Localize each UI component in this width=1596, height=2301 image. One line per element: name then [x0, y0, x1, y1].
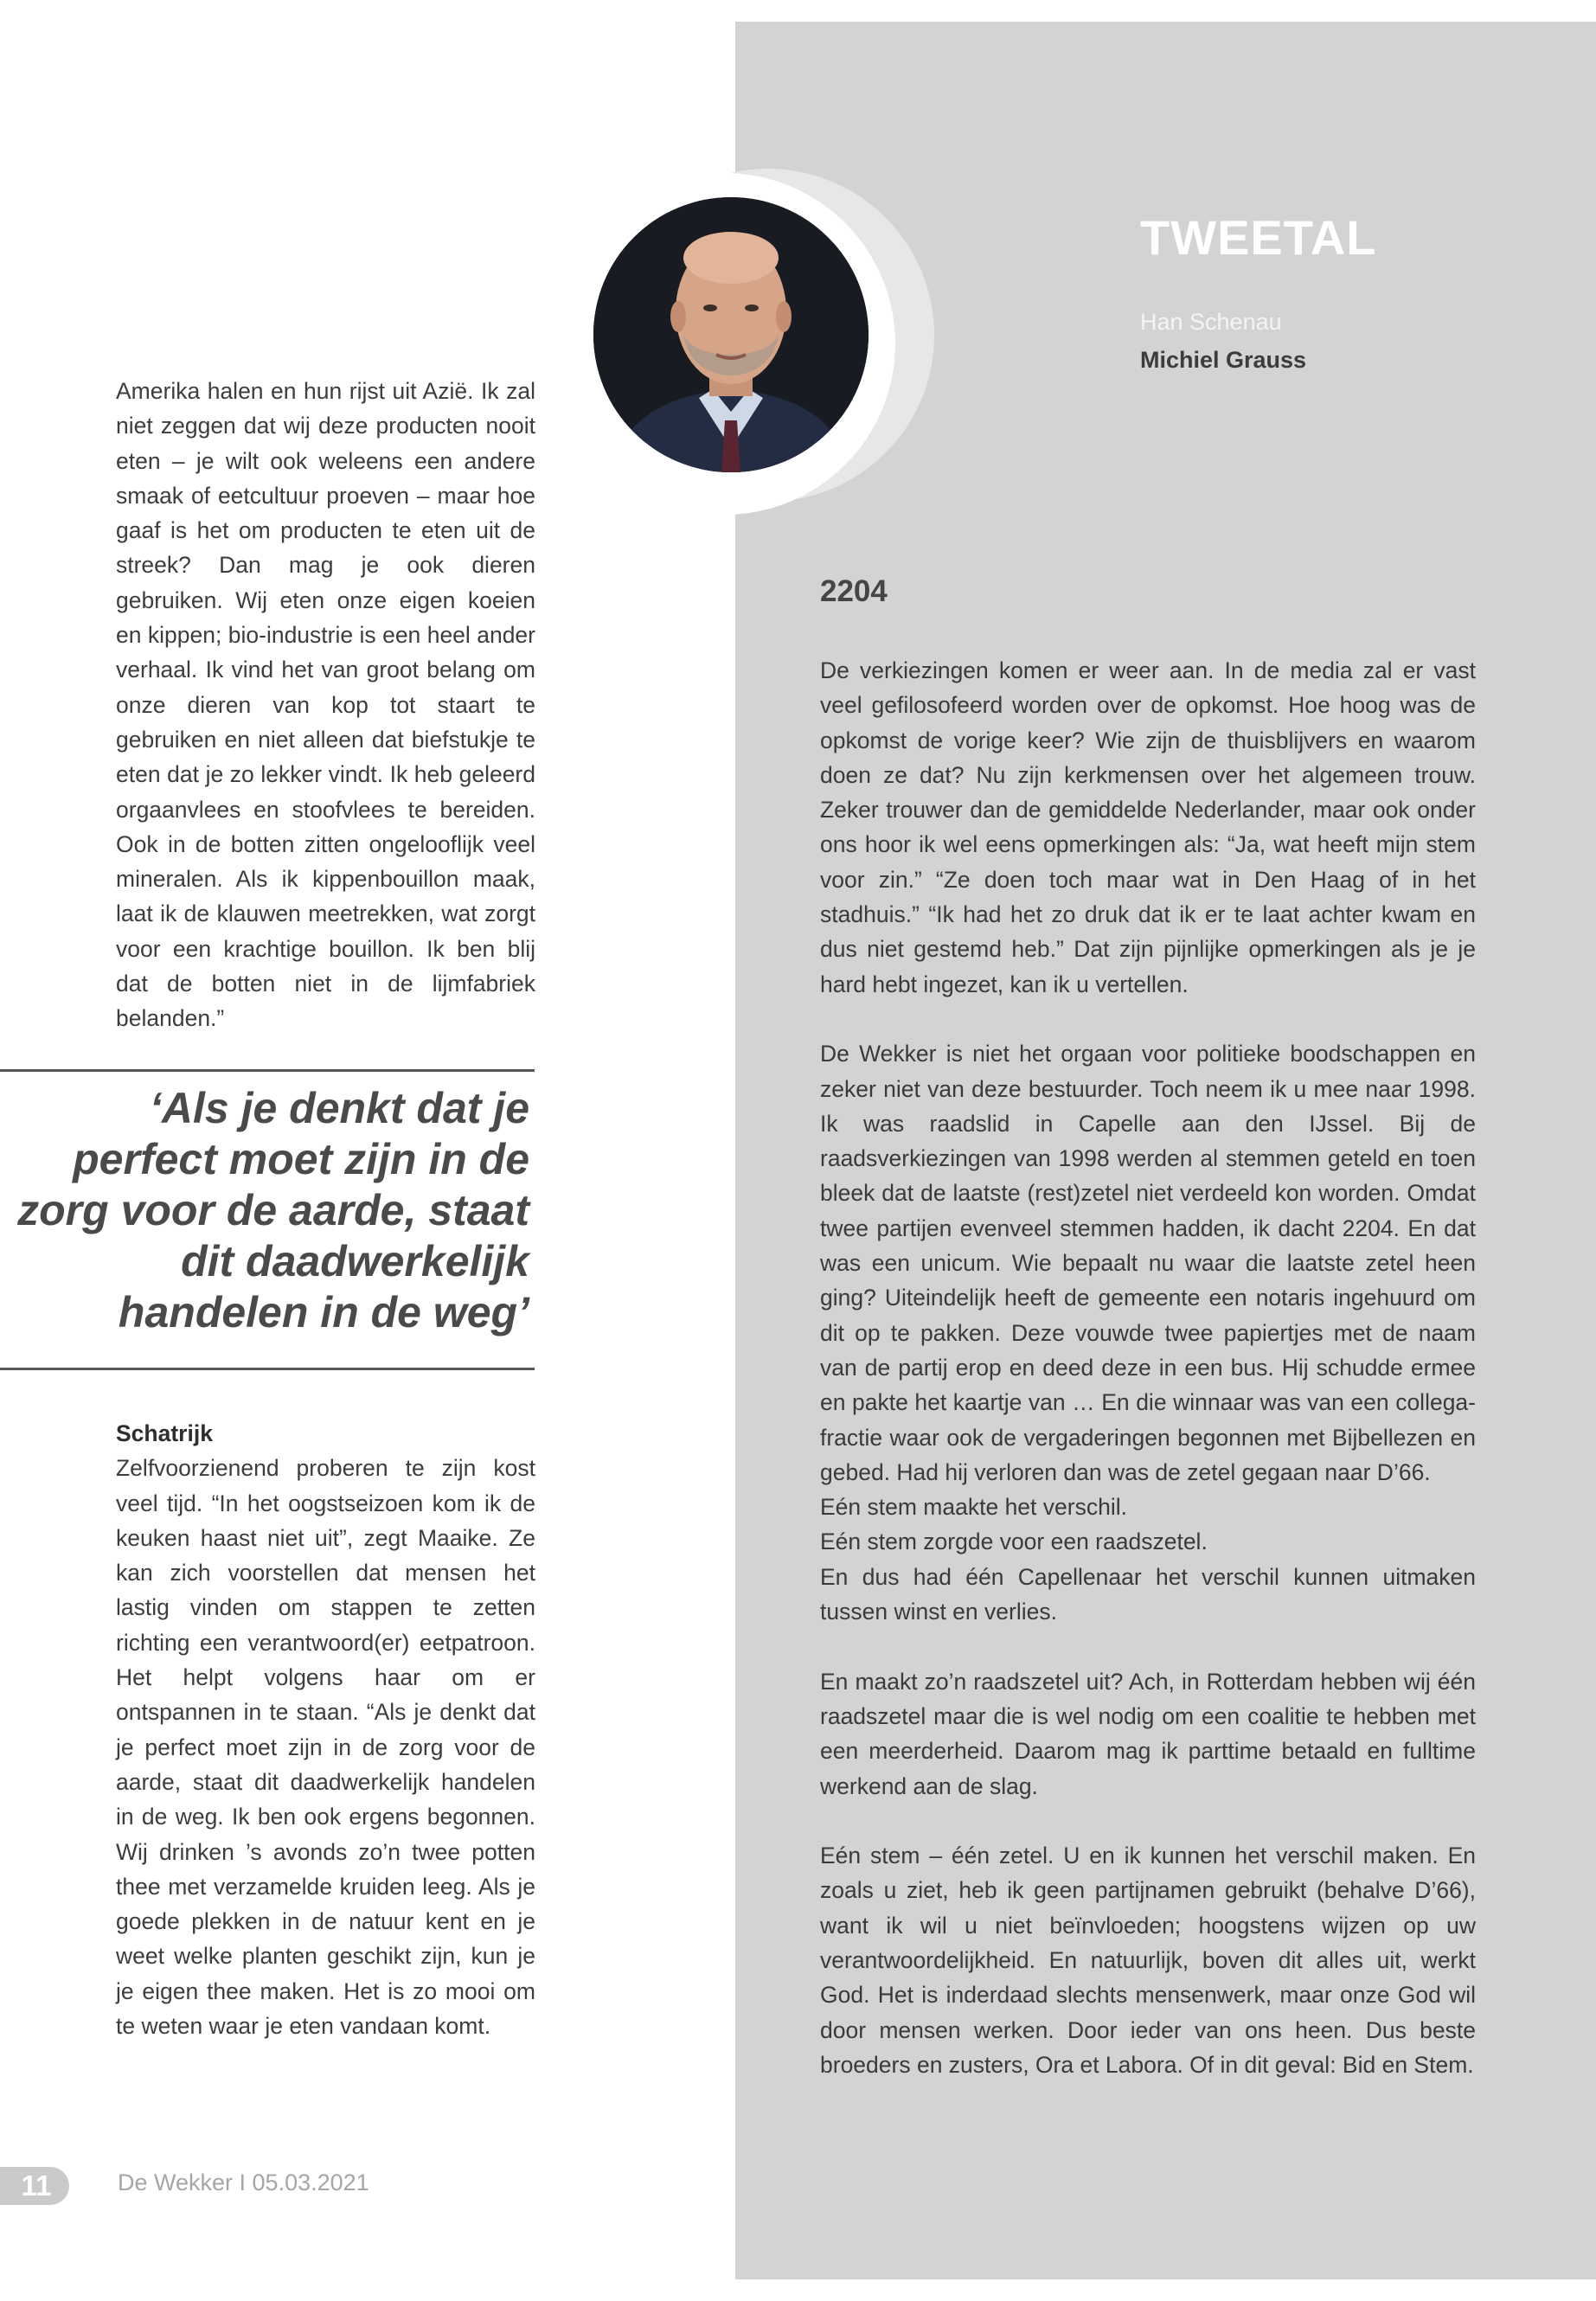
left-column-bottom [116, 1416, 535, 2043]
right-paragraph: En maakt zo’n raadszetel uit? Ach, in Rotterdam hebben wij één raadszetel maar die is wel nodig om een coalitie te hebben met een meerderheid. Daarom mag ik parttime betaald en fulltime werkend aan de slag. [820, 1668, 1476, 1799]
left-paragraph: Zelfvoorzienend proberen te zijn kost veel tijd. “In het oogstseizoen kom ik de keuken haast niet uit”, zegt Maaike. Ze kan zich voorstellen dat mensen het lastig vinden om stappen te zetten richting een verantwoord(er) eetpatroon. Het helpt volgens haar om er ontspannen in te staan. “Als je denkt dat je perfect moet zijn in de zorg voor de aarde, staat dit daadwerkelijk handelen in de weg. Ik ben ook ergens begonnen. Wij drinken ’s avonds zo’n twee potten thee met verzamelde kruiden leeg. Als je goede plekken in de natuur kent en je weet welke planten geschikt zijn, kun je je eigen thee maken. Het is zo mooi om te weten waar je eten vandaan komt. [116, 1455, 535, 2040]
right-paragraph: Eén stem – één zetel. U en ik kunnen het verschil maken. En zoals u ziet, heb ik geen partijnamen gebruikt (behalve D’66), want ik wil u niet beïnvloeden; hoogstens wijzen op uw verantwoordelijkheid. En natuurlijk, boven dit alles uit, werkt God. Het is inderdaad slechts mensenwerk, maar onze God wil door mensen werken. Door ieder van ons heen. Dus beste broeders en zusters, Ora et Labora. Of in dit geval: Bid en Stem. [820, 1843, 1476, 2078]
right-column [820, 653, 1476, 2117]
author-portrait-photo [593, 197, 869, 472]
author-name-secondary: Michiel Grauss [1140, 347, 1307, 373]
subheading: Schatrijk [116, 1420, 213, 1446]
quote-top-rule [0, 1069, 535, 1072]
right-line: Eén stem zorgde voor een raadszetel. [820, 1529, 1208, 1555]
section-kicker: TWEETAL [1140, 210, 1377, 265]
footer-publication: De Wekker I 05.03.2021 [118, 2170, 369, 2195]
column-heading: 2204 [820, 574, 888, 608]
left-column-top [116, 374, 535, 1036]
right-line: Eén stem maakte het verschil. [820, 1494, 1127, 1521]
author-name-primary: Han Schenau [1140, 309, 1282, 335]
left-paragraph: Amerika halen en hun rijst uit Azië. Ik zal niet zeggen dat wij deze producten nooit eten – je wilt ook weleens een andere smaak of eetcultuur proeven – maar hoe gaaf is het om producten te eten uit de streek? Dan mag je ook dieren gebruiken. Wij eten onze eigen koeien en kippen; bio-industrie is een heel ander verhaal. Ik vind het van groot belang om onze dieren van kop tot staart te gebruiken en niet alleen dat biefstukje te eten dat je zo lekker vindt. Ik heb geleerd orgaanvlees en stoofvlees te bereiden. Ook in de botten zitten ongelooflijk veel mineralen. Als ik kippenbouillon maak, laat ik de klauwen meetrekken, wat zorgt voor een krachtige bouillon. Ik ben blij dat de botten niet in de lijmfabriek belanden.” [116, 378, 535, 1032]
right-line: En dus had één Capellenaar het verschil kunnen uitmaken tussen winst en verlies. [820, 1563, 1476, 1625]
quote-bottom-rule [0, 1368, 535, 1370]
right-paragraph: De verkiezingen komen er weer aan. In de media zal er vast veel gefilosofeerd worden over de opkomst. Hoe hoog was de opkomst de vorige keer? Wie zijn de thuisblijvers en waarom doen ze dat? Nu zijn kerkmensen over het algemeen trouw. Zeker trouwer dan de gemiddelde Nederlander, maar ook onder ons hoor ik wel eens opmerkingen als: “Ja, wat heeft mijn stem voor zin.” “Ze doen toch maar wat in Den Haag of in het stadhuis.” “Ik had het zo druk dat ik er te laat achter kwam en dus niet gestemd heb.” Dat zijn pijnlijke opmerkingen als je je hard hebt ingezet, kan ik u vertellen. [820, 657, 1476, 997]
pull-quote: ‘Als je denkt dat je perfect moet zijn in de zorg voor de aarde, staat dit daadwerkelijk handelen in de weg’ [17, 1084, 529, 1336]
right-paragraph: De Wekker is niet het orgaan voor politieke boodschappen en zeker niet van deze bestuurder. Toch neem ik u mee naar 1998. Ik was raadslid in Capelle aan den IJssel. Bij de raadsverkiezingen van 1998 werden al stemmen geteld en toen bleek dat de laatste (rest)zetel niet verdeeld kon worden. Omdat twee partijen evenveel stemmen hadden, ik dacht 2204. En dat was een unicum. Wie bepaalt nu waar die laatste zetel heen ging? Uiteindelijk heeft de gemeente een notaris ingehuurd om dit op te pakken. Deze vouwde twee papiertjes met de naam van de partij erop en deed deze in een bus. Hij schudde ermee en pakte het kaartje van … En die winnaar was van een collega-fractie waar ook de vergaderingen begonnen met Bijbellezen en gebed. Had hij verloren dan was de zetel gegaan naar D’66. [820, 1041, 1476, 1485]
page-number: 11 [0, 2167, 69, 2205]
portrait-illustration [593, 197, 869, 472]
